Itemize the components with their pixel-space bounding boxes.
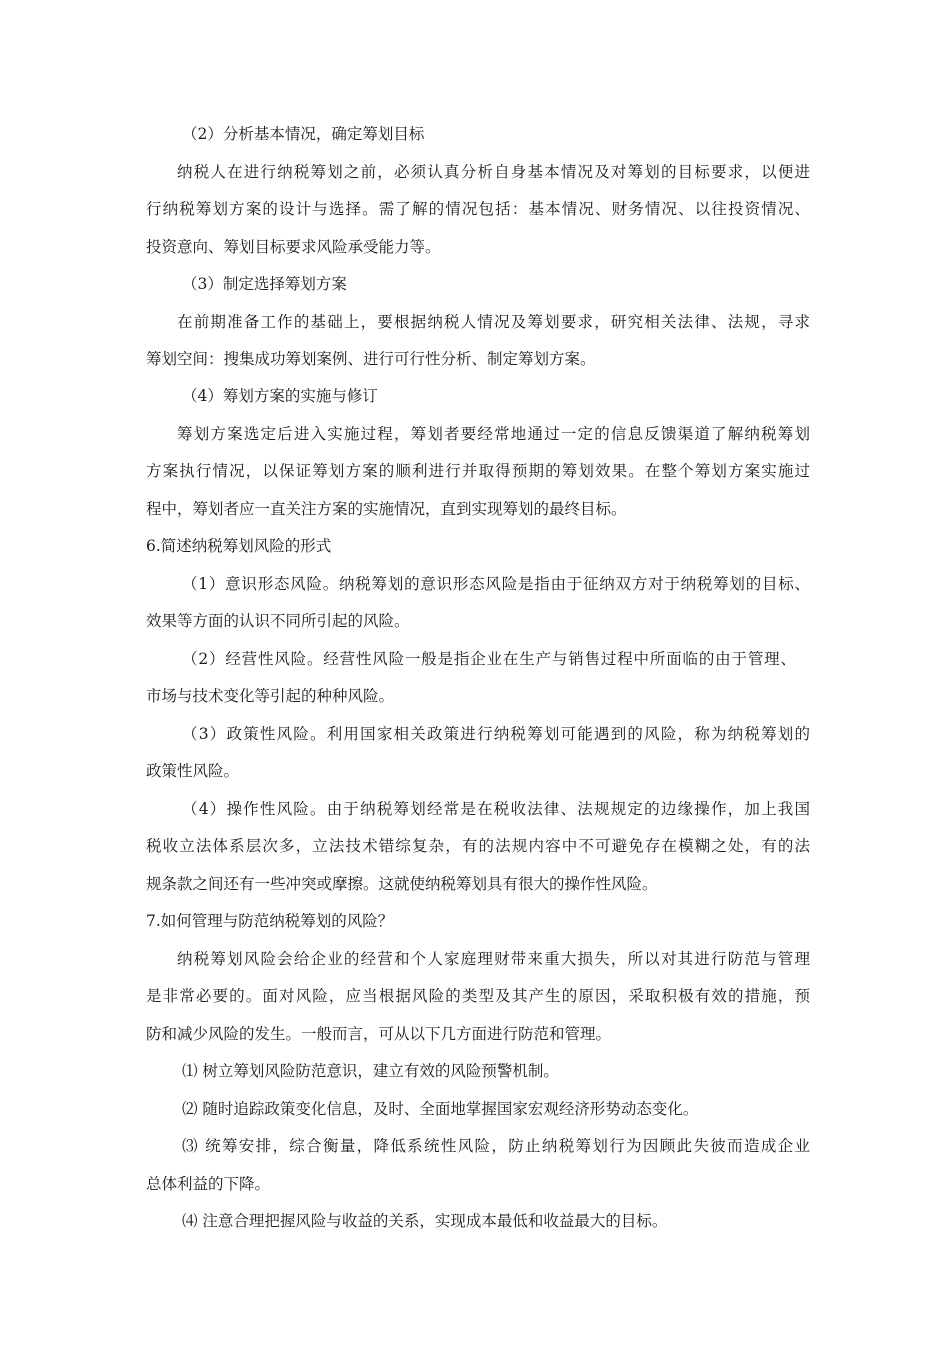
paragraph-line: （3）政策性风险。利用国家相关政策进行纳税筹划可能遇到的风险，称为纳税筹划的 bbox=[182, 725, 810, 743]
paragraph-line: 方案执行情况，以保证筹划方案的顺利进行并取得预期的筹划效果。在整个筹划方案实施过 bbox=[146, 462, 810, 480]
paragraph-line: 纳税筹划风险会给企业的经营和个人家庭理财带来重大损失，所以对其进行防范与管理 bbox=[177, 950, 810, 968]
list-item: ⑴ 树立筹划风险防范意识，建立有效的风险预警机制。 bbox=[182, 1062, 559, 1080]
paragraph-line: 纳税人在进行纳税筹划之前，必须认真分析自身基本情况及对筹划的目标要求，以便进 bbox=[177, 163, 810, 181]
paragraph-line: 投资意向、筹划目标要求风险承受能力等。 bbox=[146, 238, 441, 256]
paragraph-line: 市场与技术变化等引起的种种风险。 bbox=[146, 687, 395, 705]
list-item: ⑷ 注意合理把握风险与收益的关系，实现成本最低和收益最大的目标。 bbox=[182, 1212, 668, 1230]
paragraph-line: （1）意识形态风险。纳税筹划的意识形态风险是指由于征纳双方对于纳税筹划的目标、 bbox=[182, 575, 810, 593]
paragraph-line: 税收立法体系层次多，立法技术错综复杂，有的法规内容中不可避免存在模糊之处，有的法 bbox=[146, 837, 810, 855]
paragraph-line: 行纳税筹划方案的设计与选择。需了解的情况包括：基本情况、财务情况、以往投资情况、 bbox=[146, 200, 810, 218]
paragraph-line: 是非常必要的。面对风险，应当根据风险的类型及其产生的原因，采取积极有效的措施，预 bbox=[146, 987, 810, 1005]
list-item-continuation: 总体利益的下降。 bbox=[146, 1175, 271, 1193]
paragraph-line: 政策性风险。 bbox=[146, 762, 240, 780]
list-item: ⑶ 统筹安排，综合衡量，降低系统性风险，防止纳税筹划行为因顾此失彼而造成企业 bbox=[182, 1137, 810, 1155]
list-item: ⑵ 随时追踪政策变化信息，及时、全面地掌握国家宏观经济形势动态变化。 bbox=[182, 1100, 699, 1118]
heading-2-analyze-situation: （2）分析基本情况，确定筹划目标 bbox=[182, 125, 425, 143]
paragraph-line: 规条款之间还有一些冲突或摩擦。这就使纳税筹划具有很大的操作性风险。 bbox=[146, 875, 658, 893]
paragraph-line: 在前期准备工作的基础上，要根据纳税人情况及筹划要求，研究相关法律、法规，寻求 bbox=[177, 313, 810, 331]
paragraph-line: 防和减少风险的发生。一般而言，可从以下几方面进行防范和管理。 bbox=[146, 1025, 612, 1043]
heading-3-choose-plan: （3）制定选择筹划方案 bbox=[182, 275, 347, 293]
paragraph-line: 效果等方面的认识不同所引起的风险。 bbox=[146, 612, 410, 630]
paragraph-line: （2）经营性风险。经营性风险一般是指企业在生产与销售过程中所面临的由于管理、 bbox=[182, 650, 796, 668]
paragraph-line: 程中，筹划者应一直关注方案的实施情况，直到实现筹划的最终目标。 bbox=[146, 500, 627, 518]
paragraph-line: （4）操作性风险。由于纳税筹划经常是在税收法律、法规规定的边缘操作，加上我国 bbox=[182, 800, 810, 818]
question-7-title: 7.如何管理与防范纳税筹划的风险？ bbox=[146, 912, 394, 930]
question-6-title: 6.简述纳税筹划风险的形式 bbox=[146, 537, 332, 555]
paragraph-line: 筹划方案选定后进入实施过程，筹划者要经常地通过一定的信息反馈渠道了解纳税筹划 bbox=[177, 425, 810, 443]
paragraph-line: 筹划空间：搜集成功筹划案例、进行可行性分析、制定筹划方案。 bbox=[146, 350, 596, 368]
heading-4-implement-plan: （4）筹划方案的实施与修订 bbox=[182, 387, 378, 405]
